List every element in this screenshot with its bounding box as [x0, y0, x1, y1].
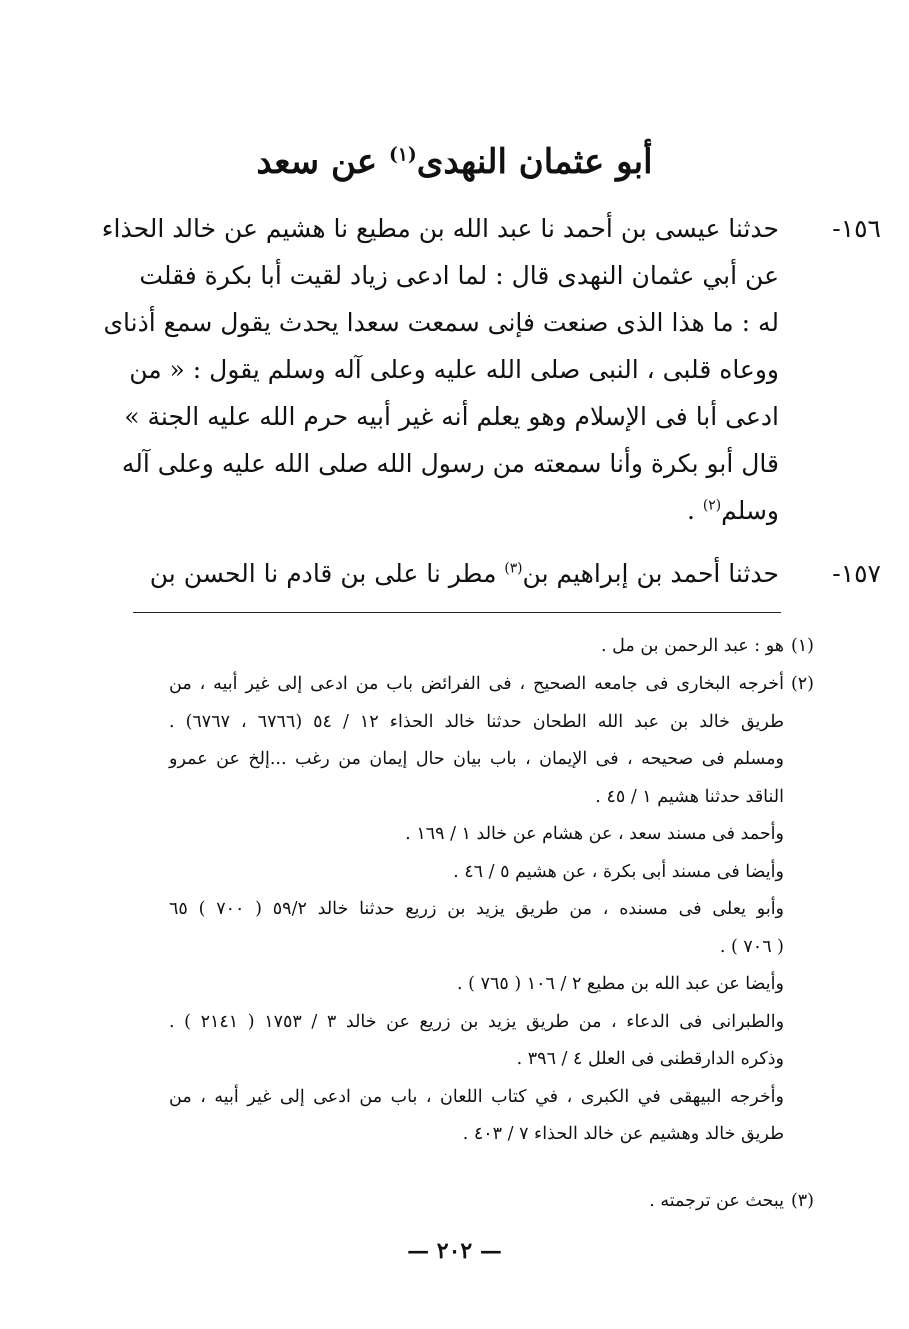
page-title	[0, 140, 909, 184]
footnote-line: والطبرانى فى الدعاء ، من طريق يزيد بن زريع عن خالد ٣ / ١٧٥٣ ( ٢١٤١ ) .	[169, 1011, 785, 1032]
hadith-line: حدثنا عيسى بن أحمد نا عبد الله بن مطيع نا هشيم عن خالد الحذاء	[101, 214, 779, 243]
footnote-line: هو : عبد الرحمن بن مل .	[601, 636, 784, 656]
footnote-line: وذكره الدارقطنى فى العلل ٤ / ٣٩٦ .	[516, 1049, 784, 1069]
footnote-line: طريق خالد وهشيم عن خالد الحذاء ٧ / ٤٠٣ .	[462, 1124, 784, 1144]
footnote-line: وأبو يعلى فى مسنده ، من طريق يزيد بن زريع حدثنا خالد ٥٩/٢ ( ٧٠٠ ) ٦٥	[169, 899, 785, 919]
footnote-line: أخرجه البخارى فى جامعه الصحيح ، فى الفرائض باب من ادعى إلى غير أبيه ، من	[169, 674, 784, 694]
hadith-text	[149, 550, 779, 597]
hadith-line: ووعاه قلبى ، النبى صلى الله عليه وعلى آله وسلم يقول : « من	[129, 355, 779, 384]
footnote-separator	[133, 612, 781, 613]
hadith-last-line-text: وسلم	[721, 496, 779, 525]
footnote-line: يبحث عن ترجمته .	[649, 1191, 784, 1211]
hadith-line	[149, 550, 779, 597]
hadith-line: قال أبو بكرة وأنا سمعته من رسول الله صلى الله عليه وعلى آله	[121, 449, 779, 478]
footnote-number: (١)	[790, 636, 814, 656]
footnote-line: وأحمد فى مسند سعد ، عن هشام عن خالد ١ / ١٦٩ .	[405, 824, 784, 844]
hadith-line-part: حدثنا أحمد بن إبراهيم بن	[522, 559, 779, 588]
hadith-number: ١٥٧-	[832, 559, 881, 588]
title-main: أبو عثمان النهدى	[416, 142, 653, 182]
footnote-marker: (٣)	[504, 560, 523, 577]
footnote-line: وأخرجه البيهقى في الكبرى ، في كتاب اللعان ، باب من ادعى إلى غير أبيه ، من	[169, 1086, 784, 1107]
footnote-line: ( ٧٠٦ ) .	[719, 936, 784, 957]
footnote-marker: (٢)	[702, 497, 722, 514]
hadith-line: عن أبي عثمان النهدى قال : لما ادعى زياد لقيت أبا بكرة فقلت	[139, 261, 779, 290]
title-rest: عن سعد	[256, 142, 389, 182]
footnote-text	[169, 666, 784, 1154]
hadith-text	[101, 205, 779, 534]
footnote-line: وأيضا فى مسند أبى بكرة ، عن هشيم ٥ / ٤٦ .	[453, 861, 784, 882]
hadith-line: له : ما هذا الذى صنعت فإنى سمعت سعدا يحدث يقول سمع أذناى	[103, 308, 779, 337]
hadith-line-part: مطر نا على بن قادم نا الحسن بن	[149, 559, 505, 588]
hadith-number: ١٥٦-	[832, 214, 881, 243]
footnote-text	[169, 628, 784, 666]
footnote-line: ومسلم فى صحيحه ، فى الإيمان ، باب بيان حال إيمان من رغب ...إلخ عن عمرو	[169, 749, 784, 769]
footnote-line: طريق خالد بن عبد الله الطحان حدثنا خالد الحذاء ١٢ / ٥٤ (٦٧٦٦ ، ٦٧٦٧) .	[169, 711, 784, 732]
hadith-last-line-end: .	[687, 496, 703, 525]
footnote-number: (٢)	[790, 674, 814, 694]
hadith-line	[179, 487, 779, 534]
footnote-line: الناقد حدثنا هشيم ١ / ٤٥ .	[595, 786, 784, 807]
page-number: — ٢٠٢ —	[407, 1238, 502, 1264]
footnote-text	[169, 1183, 784, 1221]
title-footnote-marker: (١)	[388, 143, 417, 166]
footnote-line: وأيضا عن عبد الله بن مطيع ٢ / ١٠٦ ( ٧٦٥ ) .	[457, 974, 784, 994]
hadith-line: ادعى أبا فى الإسلام وهو يعلم أنه غير أبيه حرم الله عليه الجنة »	[124, 402, 779, 431]
footnote-number: (٣)	[790, 1191, 814, 1211]
